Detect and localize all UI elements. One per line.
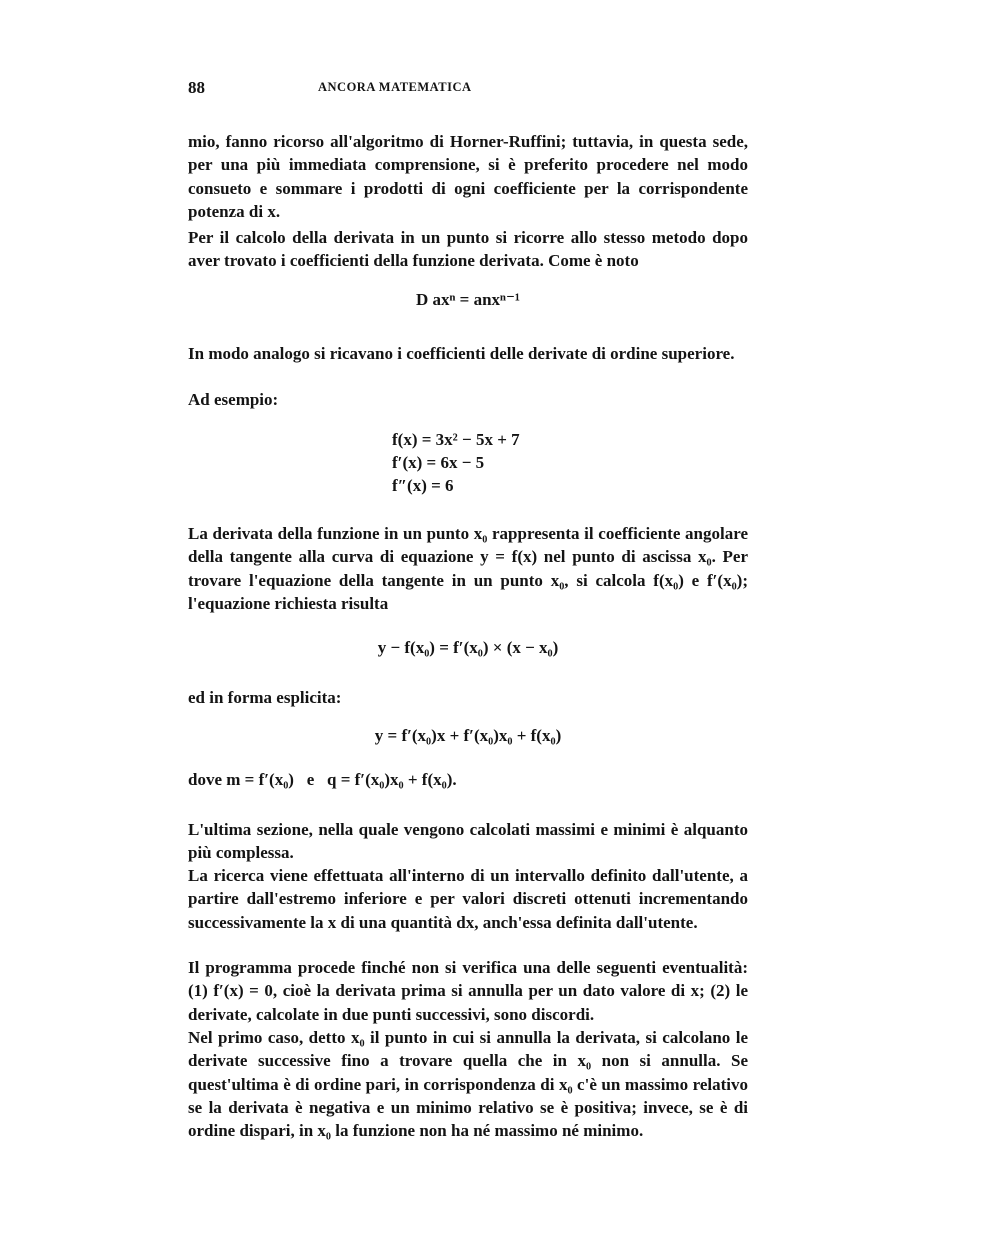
paragraph-1: mio, fanno ricorso all'algoritmo di Horner-Ruffini; tuttavia, in questa sede, per una più immediata comprensione, si è preferito procedere nel modo consueto e sommare i prodotti di ogni coefficiente per la corrispondente potenza di x. (188, 132, 748, 221)
paragraph-3: In modo analogo si ricavano i coefficienti delle derivate di ordine superiore. (188, 344, 735, 363)
paragraph-8: La ricerca viene effettuata all'interno di un intervallo definito dall'utente, a partire dall'estremo inferiore e per valori discreti ottenuti incrementando successivamente la x di una quantità dx, anch'essa definita dall'utente. (188, 866, 748, 932)
paragraph-4: Ad esempio: (188, 390, 279, 409)
page-header (188, 78, 748, 100)
equation-example-line-1: f(x) = 3x² − 5x + 7 (392, 430, 520, 449)
paragraph-9: Il programma procede finché non si verifica una delle seguenti eventualità: (1) f′(x) = 0, cioè la derivata prima si annulla per un dato valore di x; (2) le derivate, calcolate in due punti successivi, sono discordi. (188, 958, 748, 1024)
running-title: ANCORA MATEMATICA (318, 80, 472, 94)
paragraph-6: ed in forma esplicita: (188, 688, 342, 707)
equation-example (392, 428, 692, 497)
equation-derivative-rule (188, 290, 748, 310)
equation-tangent (188, 638, 748, 658)
paragraph-5: La derivata della funzione in un punto x₀ rappresenta il coefficiente angolare della tangente alla curva di equazione y = f(x) nel punto di ascissa x₀. Per trovare l'equazione della tangente in un punto x₀, si calcola f(x₀) e f′(x₀); l'equazione richiesta risulta (188, 524, 748, 613)
equation-explicit-text: y = f′(x₀)x + f′(x₀)x₀ + f(x₀) (374, 726, 562, 745)
paragraph-2: Per il calcolo della derivata in un punto si ricorre allo stesso metodo dopo aver trovato i coefficienti della funzione derivata. Come è noto (188, 228, 748, 271)
equation-tangent-text: y − f(x₀) = f′(x₀) × (x − x₀) (377, 638, 559, 657)
equation-derivative-rule-text: D axⁿ = anxⁿ⁻¹ (415, 290, 521, 309)
paragraph-10: Nel primo caso, detto x₀ il punto in cui si annulla la derivata, si calcolano le derivate successive fino a trovare quella che in x₀ non si annulla. Se quest'ultima è di ordine pari, in corrispondenza di x₀ c'è un massimo relativo se la derivata è negativa e un minimo relativo se è positiva; invece, se è di ordine dispari, in x₀ la funzione non ha né massimo né minimo. (188, 1028, 748, 1141)
paragraph-7: L'ultima sezione, nella quale vengono calcolati massimi e minimi è alquanto più complessa. (188, 820, 748, 863)
equation-example-line-2: f′(x) = 6x − 5 (392, 453, 485, 472)
equation-m-q-text: dove m = f′(x₀) e q = f′(x₀)x₀ + f(x₀). (188, 770, 457, 789)
equation-example-line-3: f″(x) = 6 (392, 476, 454, 495)
page-number: 88 (188, 78, 205, 97)
equation-explicit (188, 726, 748, 746)
equation-m-q (188, 770, 748, 790)
